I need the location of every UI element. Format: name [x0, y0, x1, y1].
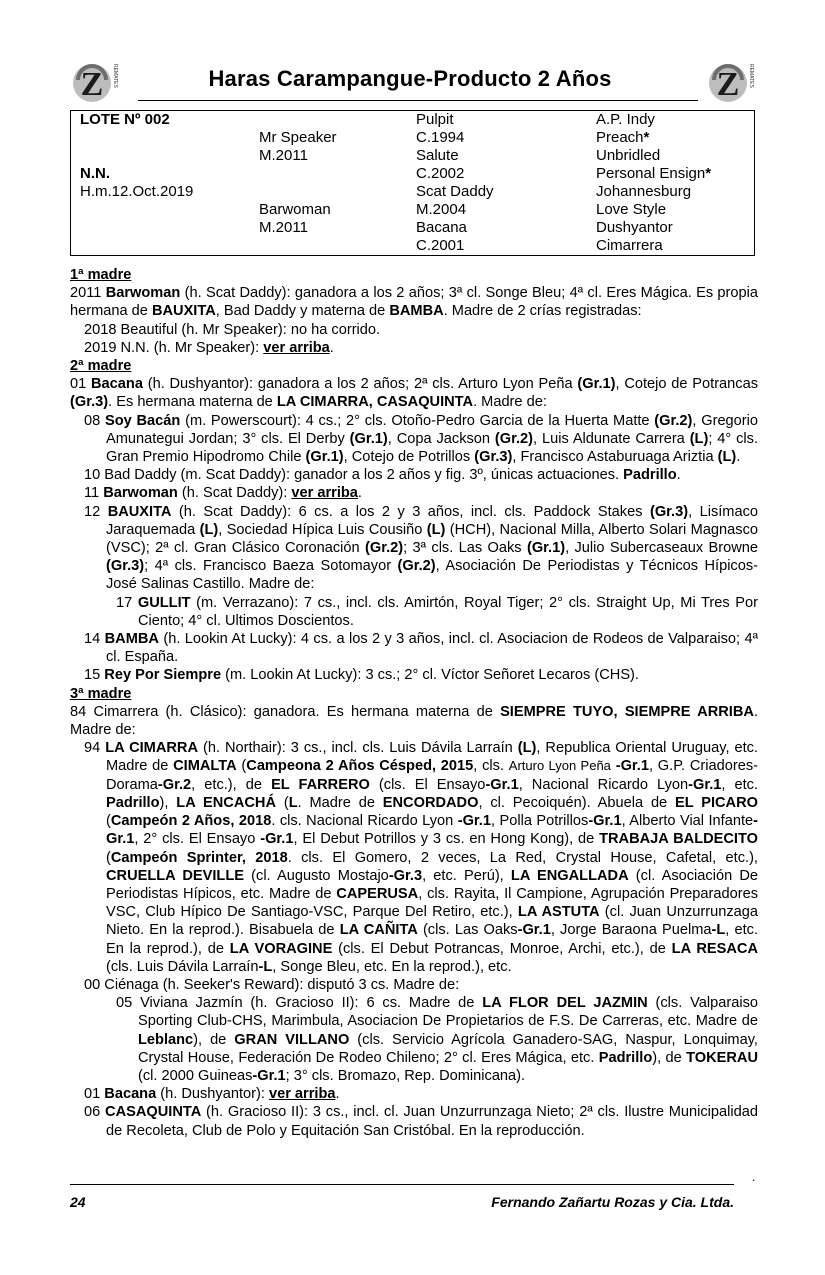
produce-cienaga: 00 Ciénaga (h. Seeker's Reward): disputó 3 cs. Madre de:: [84, 976, 460, 993]
produce-bacana: 01 Bacana (h. Dushyantor): ver arriba.: [84, 1086, 340, 1103]
ped-col3-5: M.2004: [416, 201, 467, 218]
produce-gullit: 17 GULLIT (m. Verrazano): 7 cs., incl. cls. Amirtón, Royal Tiger; 2° cls. Straight Up, Mi Tres Por Ciento; 4° cl. Ultimos Doscientos.: [116, 594, 758, 629]
produce-2018: 2018 Beautiful (h. Mr Speaker): no ha corrido.: [84, 321, 381, 338]
ped-col3-6: Bacana: [416, 219, 467, 236]
page-title: Haras Carampangue-Producto 2 Años: [208, 66, 612, 91]
dam-name: Barwoman: [259, 201, 331, 218]
third-dam-entry: 84 Cimarrera (h. Clásico): ganadora. Es hermana materna de SIEMPRE TUYO, SIEMPRE ARRIBA. Madre de:: [70, 703, 758, 739]
ped-col3-4: Scat Daddy: [416, 183, 494, 200]
horse-name: N.N.: [80, 165, 110, 182]
ped-col4-2: Unbridled: [596, 147, 661, 164]
second-dam-header: 2ª madre: [70, 358, 132, 375]
remates-logo-right: [704, 58, 756, 106]
ped-col4-6: Dushyantor: [596, 219, 673, 236]
produce-bamba: 14 BAMBA (h. Lookin At Lucky): 4 cs. a los 2 y 3 años, incl. cl. Asociacion de Rodeos de Valparaiso; 4ª cl. España.: [84, 631, 758, 666]
company-name: Fernando Zañartu Rozas y Cia. Ltda.: [491, 1194, 734, 1210]
ped-col4-1: Preach*: [596, 129, 650, 146]
produce-barwoman: 11 Barwoman (h. Scat Daddy): ver arriba.: [84, 485, 362, 502]
produce-la-cimarra: 94 LA CIMARRA (h. Northair): 3 cs., incl. cls. Luis Dávila Larraín (L), Republica Oriental Uruguay, etc. Madre de CIMALTA (Campeona 2 Años Césped, 2015, cls. Arturo Lyon Peña -Gr.1, G.P. Criadores-Dorama-Gr.2, etc.), de EL FARRERO (cls. El Ensayo-Gr.1, Nacional Ricardo Lyon-Gr.1, etc. Padrillo), LA ENCACHÁ (L. Madre de ENCORDADO, cl. Pecoiquén). Abuela de EL PICARO (Campeón 2 Años, 2018. cls. Nacional Ricardo Lyon -Gr.1, Polla Potrillos-Gr.1, Alberto Vial Infante-Gr.1, 2° cls. El Ensayo -Gr.1, El Debut Potrillos y 3 cs. en Hong Kong), de TRABAJA BALDECITO (Campeón Sprinter, 2018. cls. El Gomero, 2 veces, La Red, Crystal House, Cafetal, etc.), CRUELLA DEVILLE (cl. Augusto Mostajo-Gr.3, etc. Perú), LA ENGALLADA (cl. Asociación De Periodistas Hípicos, etc. Madre de CAPERUSA, cls. Rayita, Il Campione, Agrupación Preparadores VSC, Club Hípico De Santiago-VSC, Parque Del Retiro, etc.), LA ASTUTA (cl. Juan Unzurrunzaga Nieto. En la reprod.). Bisabuela de LA CAÑITA (cls. Las Oaks-Gr.1, Jorge Baraona Puelma-L, etc. En la reprod.), de LA VORAGINE (cls. El Debut Potrancas, Monroe, Archi, etc.), de LA RESACA (cls. Luis Dávila Larraín-L, Songe Bleu, etc. En la reprod.), etc.: [84, 740, 759, 975]
produce-viviana-jazmin: 05 Viviana Jazmín (h. Gracioso II): 6 cs. Madre de LA FLOR DEL JAZMIN (cls. Valparaiso Sporting Club-CHS, Marimbula, Asociacion De Propietarios de F.S. De Carreras, etc. Madre de Leblanc), de GRAN VILLANO (cls. Servicio Agrícola Ganadero-SAG, Naspur, Lonquimay, Crystal House, Federación De Rodeo Chileno; 2° cl. Eres Mágica, etc. Padrillo), de TOKERAU (cl. 2000 Guineas-Gr.1; 3° cls. Bromazo, Rep. Dominicana).: [116, 995, 759, 1084]
produce-2019: 2019 N.N. (h. Mr Speaker): ver arriba.: [84, 339, 334, 356]
title-rule: [138, 100, 698, 101]
third-dam-header: 3ª madre: [70, 685, 132, 702]
first-dam-entry: 2011 Barwoman (h. Scat Daddy): ganadora a los 2 años; 3ª cl. Songe Bleu; 4ª cl. Eres Mágica. Es propia hermana de BAUXITA, Bad Daddy y materna de BAMBA. Madre de 2 crías registradas:: [70, 285, 759, 320]
sire-year: M.2011: [259, 147, 308, 164]
svg-text:REMATES: REMATES: [112, 64, 118, 88]
ped-col4-7: Cimarrera: [596, 237, 663, 254]
horse-sex-birth: H.m.12.Oct.2019: [80, 183, 194, 200]
ped-col4-5: Love Style: [596, 201, 667, 218]
ped-col4-0: A.P. Indy: [596, 111, 655, 128]
ped-col3-2: Salute: [416, 147, 459, 164]
pedigree-table: [70, 110, 755, 256]
produce-bad-daddy: 10 Bad Daddy (m. Scat Daddy): ganador a los 2 años y fig. 3º, únicas actuaciones. Padrillo.: [84, 467, 681, 484]
produce-soy-bacan: 08 Soy Bacán (m. Powerscourt): 4 cs.; 2° cls. Otoño-Pedro Garcia de la Huerta Matte (Gr.2), Gregorio Amunategui Jordan; 3° cls. El Derby (Gr.1), Copa Jackson (Gr.2), Luis Aldunate Carrera (L); 4° cls. Gran Premio Hipodromo Chile (Gr.1), Cotejo de Potrillos (Gr.3), Francisco Astaburuaga Ariztia (L).: [84, 412, 759, 466]
footer-rule: [70, 1184, 734, 1185]
remates-logo-left: [68, 58, 120, 106]
ped-col3-7: C.2001: [416, 237, 465, 254]
produce-bauxita: 12 BAUXITA (h. Scat Daddy): 6 cs. a los 2 y 3 años, incl. cls. Paddock Stakes (Gr.3), Lisímaco Jaraquemada (L), Sociedad Hípica Luis Cousiño (L) (HCH), Nacional Milla, Alberto Solari Magnasco (VSC); 2ª cl. Gran Clásico Coronación (Gr.2); 3ª cls. Las Oaks (Gr.1), Julio Subercaseaux Browne (Gr.3); 4ª cls. Francisco Baeza Sotomayor (Gr.2), Asociación De Periodistas y Técnicos Hípicos-José Salinas Castillo. Madre de:: [84, 503, 759, 593]
produce-casaquinta: 06 CASAQUINTA (h. Gracioso II): 3 cs., incl. cl. Juan Unzurrunzaga Nieto; 2ª cls. Ilustre Municipalidad de Recoleta, Club de Polo y Equitación San Cristóbal. En la reproducción.: [84, 1104, 758, 1139]
sire-name: Mr Speaker: [259, 129, 337, 146]
ped-col4-4: Johannesburg: [596, 183, 692, 200]
svg-text:Z: Z: [80, 66, 104, 103]
svg-text:Z: Z: [716, 66, 740, 103]
produce-rey-por-siempre: 15 Rey Por Siempre (m. Lookin At Lucky): 3 cs.; 2° cl. Víctor Señoret Lecaros (CHS).: [84, 667, 639, 684]
family-notes: [70, 266, 758, 1140]
first-dam-header: 1ª madre: [70, 267, 132, 283]
lot-number: LOTE Nº 002: [80, 111, 170, 128]
page-dot: .: [752, 1170, 756, 1184]
ped-col3-3: C.2002: [416, 165, 465, 182]
page-number: 24: [70, 1194, 86, 1210]
ped-col3-0: Pulpit: [416, 111, 454, 128]
second-dam-entry: 01 Bacana (h. Dushyantor): ganadora a los 2 años; 2ª cls. Arturo Lyon Peña (Gr.1), Cotejo de Potrancas (Gr.3). Es hermana materna de LA CIMARRA, CASAQUINTA. Madre de:: [70, 376, 759, 411]
dam-year: M.2011: [259, 219, 308, 236]
ped-col3-1: C.1994: [416, 129, 465, 146]
ped-col4-3: Personal Ensign*: [596, 165, 712, 182]
svg-text:REMATES: REMATES: [748, 64, 754, 88]
